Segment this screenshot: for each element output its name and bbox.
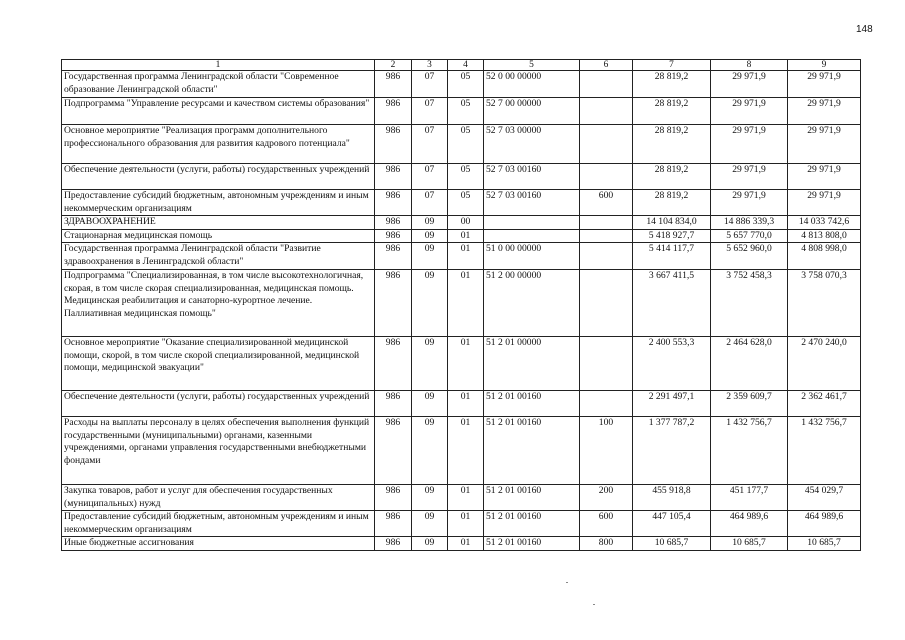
- section-code: 07: [412, 125, 448, 164]
- header-cell: 3: [412, 60, 448, 71]
- amount-col-9: 4 813 808,0: [788, 229, 861, 243]
- amount-col-8: 2 464 628,0: [711, 337, 788, 391]
- amount-col-8: 2 359 609,7: [711, 391, 788, 417]
- amount-col-7: 5 414 117,7: [633, 243, 711, 270]
- row-name: Закупка товаров, работ и услуг для обеспечения государственных (муниципальных) нужд: [62, 485, 375, 511]
- subsection-code: 05: [448, 164, 484, 190]
- amount-col-7: 28 819,2: [633, 71, 711, 98]
- section-code: 09: [412, 216, 448, 230]
- subsection-code: 01: [448, 229, 484, 243]
- header-cell: 7: [633, 60, 711, 71]
- amount-col-9: 29 971,9: [788, 125, 861, 164]
- subsection-code: 01: [448, 270, 484, 337]
- subsection-code: 01: [448, 511, 484, 537]
- amount-col-7: 3 667 411,5: [633, 270, 711, 337]
- amount-col-8: 29 971,9: [711, 164, 788, 190]
- subsection-code: 05: [448, 125, 484, 164]
- table-row: [62, 71, 861, 98]
- grbs-code: 986: [375, 71, 412, 98]
- header-cell: 8: [711, 60, 788, 71]
- amount-col-8: 29 971,9: [711, 98, 788, 125]
- row-name: Предоставление субсидий бюджетным, автономным учреждениям и иным некоммерческим организациям: [62, 190, 375, 216]
- target-article-code: 52 7 00 00000: [484, 98, 580, 125]
- table-row: [62, 164, 861, 190]
- amount-col-9: 29 971,9: [788, 98, 861, 125]
- table-row: [62, 485, 861, 511]
- amount-col-7: 28 819,2: [633, 98, 711, 125]
- target-article-code: 52 0 00 00000: [484, 71, 580, 98]
- section-code: 07: [412, 71, 448, 98]
- section-code: 09: [412, 229, 448, 243]
- amount-col-7: 14 104 834,0: [633, 216, 711, 230]
- section-code: 09: [412, 537, 448, 551]
- row-name: Основное мероприятие "Оказание специализированной медицинской помощи, скорой, в том числе скорой специализированной, медицинской помощи, медицинской эвакуации": [62, 337, 375, 391]
- section-code: 09: [412, 243, 448, 270]
- header-cell: 9: [788, 60, 861, 71]
- header-cell: 5: [484, 60, 580, 71]
- amount-col-8: 5 657 770,0: [711, 229, 788, 243]
- table-row: [62, 417, 861, 485]
- amount-col-8: 1 432 756,7: [711, 417, 788, 485]
- subsection-code: 05: [448, 190, 484, 216]
- amount-col-8: 29 971,9: [711, 190, 788, 216]
- amount-col-9: 4 808 998,0: [788, 243, 861, 270]
- grbs-code: 986: [375, 164, 412, 190]
- expense-type-code: [580, 391, 633, 417]
- grbs-code: 986: [375, 391, 412, 417]
- expense-type-code: [580, 270, 633, 337]
- header-row: [62, 60, 861, 71]
- subsection-code: 01: [448, 537, 484, 551]
- target-article-code: 52 7 03 00160: [484, 164, 580, 190]
- amount-col-9: 10 685,7: [788, 537, 861, 551]
- expense-type-code: [580, 337, 633, 391]
- grbs-code: 986: [375, 243, 412, 270]
- amount-col-7: 2 400 553,3: [633, 337, 711, 391]
- amount-col-7: 28 819,2: [633, 190, 711, 216]
- row-name: Предоставление субсидий бюджетным, автономным учреждениям и иным некоммерческим организациям: [62, 511, 375, 537]
- amount-col-7: 2 291 497,1: [633, 391, 711, 417]
- row-name: Обеспечение деятельности (услуги, работы) государственных учреждений: [62, 391, 375, 417]
- amount-col-8: 3 752 458,3: [711, 270, 788, 337]
- expense-type-code: [580, 98, 633, 125]
- subsection-code: 01: [448, 485, 484, 511]
- header-cell: 6: [580, 60, 633, 71]
- subsection-code: 05: [448, 98, 484, 125]
- table-row: [62, 537, 861, 551]
- grbs-code: 986: [375, 417, 412, 485]
- amount-col-7: 10 685,7: [633, 537, 711, 551]
- target-article-code: 51 2 01 00000: [484, 337, 580, 391]
- target-article-code: 52 7 03 00000: [484, 125, 580, 164]
- row-name: Основное мероприятие "Реализация программ дополнительного профессионального образования для развития кадрового потенциала": [62, 125, 375, 164]
- amount-col-7: 1 377 787,2: [633, 417, 711, 485]
- table-body: [62, 71, 861, 551]
- amount-col-9: 1 432 756,7: [788, 417, 861, 485]
- section-code: 09: [412, 337, 448, 391]
- row-name: Иные бюджетные ассигнования: [62, 537, 375, 551]
- section-code: 09: [412, 417, 448, 485]
- amount-col-7: 5 418 927,7: [633, 229, 711, 243]
- row-name: Подпрограмма "Специализированная, в том числе высокотехнологичная, скорая, в том числе скорая специализированная, медицинская помощь. Медицинская реабилитация и санаторно-курортное лечение. Паллиативная медицинская помощь": [62, 270, 375, 337]
- grbs-code: 986: [375, 511, 412, 537]
- subsection-code: 01: [448, 243, 484, 270]
- target-article-code: 51 2 01 00160: [484, 417, 580, 485]
- grbs-code: 986: [375, 125, 412, 164]
- section-code: 07: [412, 164, 448, 190]
- grbs-code: 986: [375, 337, 412, 391]
- section-code: 09: [412, 270, 448, 337]
- section-code: 07: [412, 98, 448, 125]
- table-row: [62, 511, 861, 537]
- table-row: [62, 216, 861, 230]
- table-row: [62, 125, 861, 164]
- amount-col-9: 29 971,9: [788, 164, 861, 190]
- table-row: [62, 337, 861, 391]
- table-row: [62, 270, 861, 337]
- amount-col-7: 455 918,8: [633, 485, 711, 511]
- expense-type-code: [580, 243, 633, 270]
- section-code: 09: [412, 391, 448, 417]
- header-cell: 2: [375, 60, 412, 71]
- row-name: Подпрограмма "Управление ресурсами и качеством системы образования": [62, 98, 375, 125]
- target-article-code: 51 2 01 00160: [484, 511, 580, 537]
- expense-type-code: [580, 125, 633, 164]
- header-cell: 1: [62, 60, 375, 71]
- target-article-code: 51 2 01 00160: [484, 391, 580, 417]
- amount-col-8: 10 685,7: [711, 537, 788, 551]
- amount-col-9: 464 989,6: [788, 511, 861, 537]
- amount-col-9: 2 362 461,7: [788, 391, 861, 417]
- amount-col-8: 451 177,7: [711, 485, 788, 511]
- target-article-code: [484, 216, 580, 230]
- amount-col-9: 14 033 742,6: [788, 216, 861, 230]
- expense-type-code: 800: [580, 537, 633, 551]
- grbs-code: 986: [375, 537, 412, 551]
- amount-col-7: 28 819,2: [633, 164, 711, 190]
- scan-speck: [566, 582, 568, 583]
- table-row: [62, 229, 861, 243]
- subsection-code: 01: [448, 417, 484, 485]
- target-article-code: 51 0 00 00000: [484, 243, 580, 270]
- target-article-code: [484, 229, 580, 243]
- expense-type-code: 100: [580, 417, 633, 485]
- row-name: Государственная программа Ленинградской области "Современное образование Ленинградской области": [62, 71, 375, 98]
- section-code: 09: [412, 485, 448, 511]
- table-row: [62, 190, 861, 216]
- amount-col-7: 28 819,2: [633, 125, 711, 164]
- table-row: [62, 243, 861, 270]
- expense-type-code: 600: [580, 511, 633, 537]
- expense-type-code: 600: [580, 190, 633, 216]
- table-row: [62, 391, 861, 417]
- row-name: Стационарная медицинская помощь: [62, 229, 375, 243]
- page-number: 148: [856, 24, 873, 35]
- row-name: Расходы на выплаты персоналу в целях обеспечения выполнения функций государственными (муниципальными) органами, казенными учреждениями, органами управления государственными внебюджетными фондами: [62, 417, 375, 485]
- amount-col-7: 447 105,4: [633, 511, 711, 537]
- grbs-code: 986: [375, 270, 412, 337]
- subsection-code: 01: [448, 391, 484, 417]
- amount-col-9: 2 470 240,0: [788, 337, 861, 391]
- amount-col-8: 29 971,9: [711, 125, 788, 164]
- section-code: 07: [412, 190, 448, 216]
- target-article-code: 51 2 01 00160: [484, 537, 580, 551]
- scan-speck: [593, 604, 595, 605]
- amount-col-8: 14 886 339,3: [711, 216, 788, 230]
- section-code: 09: [412, 511, 448, 537]
- grbs-code: 986: [375, 190, 412, 216]
- grbs-code: 986: [375, 216, 412, 230]
- row-name: Обеспечение деятельности (услуги, работы) государственных учреждений: [62, 164, 375, 190]
- grbs-code: 986: [375, 98, 412, 125]
- amount-col-9: 3 758 070,3: [788, 270, 861, 337]
- amount-col-8: 29 971,9: [711, 71, 788, 98]
- expense-type-code: [580, 229, 633, 243]
- subsection-code: 01: [448, 337, 484, 391]
- expense-type-code: 200: [580, 485, 633, 511]
- table-row: [62, 98, 861, 125]
- amount-col-9: 29 971,9: [788, 71, 861, 98]
- grbs-code: 986: [375, 229, 412, 243]
- header-cell: 4: [448, 60, 484, 71]
- amount-col-9: 29 971,9: [788, 190, 861, 216]
- row-name: Государственная программа Ленинградской области "Развитие здравоохранения в Ленинградской области": [62, 243, 375, 270]
- target-article-code: 52 7 03 00160: [484, 190, 580, 216]
- target-article-code: 51 2 01 00160: [484, 485, 580, 511]
- amount-col-8: 5 652 960,0: [711, 243, 788, 270]
- expense-type-code: [580, 216, 633, 230]
- row-name: ЗДРАВООХРАНЕНИЕ: [62, 216, 375, 230]
- expense-type-code: [580, 71, 633, 98]
- subsection-code: 05: [448, 71, 484, 98]
- amount-col-8: 464 989,6: [711, 511, 788, 537]
- expense-type-code: [580, 164, 633, 190]
- target-article-code: 51 2 00 00000: [484, 270, 580, 337]
- amount-col-9: 454 029,7: [788, 485, 861, 511]
- budget-table: [61, 59, 861, 551]
- subsection-code: 00: [448, 216, 484, 230]
- grbs-code: 986: [375, 485, 412, 511]
